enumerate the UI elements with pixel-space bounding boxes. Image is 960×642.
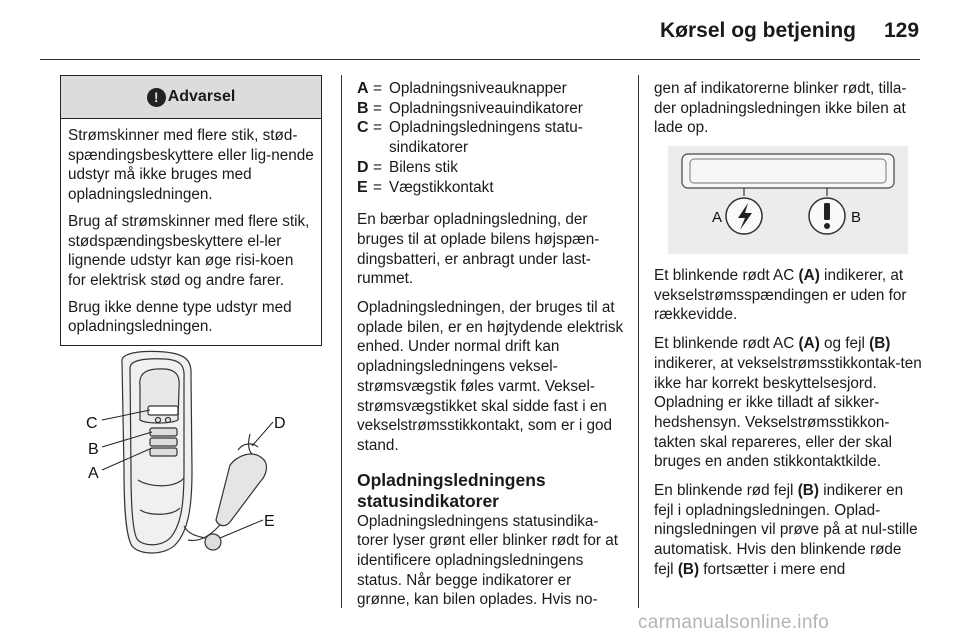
- legend-text: Vægstikkontakt: [389, 178, 494, 196]
- legend-row: [357, 99, 627, 119]
- warning-paragraph: Brug ikke denne type udstyr med opladningsledningen.: [68, 298, 292, 336]
- legend-text: Bilens stik: [389, 158, 458, 176]
- charging-cord-figure: [80, 350, 310, 565]
- legend-sep: =: [373, 119, 382, 137]
- legend-sep: =: [373, 99, 382, 117]
- legend-sep: =: [373, 158, 382, 176]
- warning-box: [60, 75, 322, 346]
- warning-body: [61, 119, 321, 337]
- label-a: A: [88, 465, 99, 482]
- legend-row: [357, 79, 627, 99]
- paragraph: Et blinkende rødt AC (A) indikerer, at vekselstrømsspændingen er uden for rækkevidde.: [654, 267, 907, 324]
- right-column: [654, 79, 922, 147]
- legend-row: [357, 158, 627, 178]
- section-heading: Opladningsledningens statusindikatorer: [357, 469, 546, 511]
- legend-text: Opladningsniveauindikatorer: [389, 99, 583, 117]
- paragraph: Opladningsledningen, der bruges til at oplade bilen, er en højtydende elektrisk enhed. Under normal drift kan opladningsledningens veksel-strømsvægstik føles varmt. Veksel-strømsvægstikket skal sidde fast i en vekselstrømsstikkontakt, som er i god stand.: [357, 299, 624, 454]
- legend-key: E: [357, 178, 368, 196]
- legend-table: [357, 79, 627, 197]
- watermark: carmanualsonline.info: [638, 612, 830, 633]
- paragraph: gen af indikatorerne blinker rødt, tilla-der opladningsledningen ikke bilen at lade op.: [654, 80, 907, 137]
- paragraph: Et blinkende rødt AC (A) og fejl (B) indikerer, at vekselstrømsstikkontak-ten ikke har korrekt beskyttelsesjord. Opladning er ikke tilladt af sikker-hedshensyn. Vekselstrømsstikkon-takten skal repareres, eller der skal bruges en anden stikkontaktkilde.: [654, 335, 922, 471]
- paragraph: En bærbar opladningsledning, der bruges til at oplade bilens højspæn-dingsbatteri, er anbragt under last-rummet.: [357, 211, 600, 288]
- indicator-label-a: A: [712, 209, 723, 226]
- warning-paragraph: Brug af strømskinner med flere stik, stødspændingsbeskyttere el-ler lignende udstyr kan øge risi-koen for elektrisk stød og andre farer.: [68, 212, 310, 289]
- label-e: E: [264, 513, 275, 530]
- indicator-panel-figure: [668, 146, 908, 254]
- legend-key: D: [357, 158, 369, 176]
- warning-header: [61, 76, 321, 119]
- label-c: C: [86, 415, 98, 432]
- warning-icon: !: [147, 88, 166, 107]
- label-d: D: [274, 415, 286, 432]
- section-title: Kørsel og betjening: [660, 19, 857, 42]
- page-number: 129: [884, 19, 920, 42]
- paragraph: En blinkende rød fejl (B) indikerer en fejl i opladningsledningen. Oplad-ningsledningen vil prøve på at nul-stille automatisk. Hvis den blinkende røde fejl (B) fortsætter i mere end: [654, 482, 918, 578]
- legend-row: [357, 118, 627, 157]
- right-column-lower: [654, 266, 922, 589]
- legend-key: B: [357, 99, 369, 117]
- middle-column: [357, 79, 627, 619]
- header-rule: [40, 59, 920, 60]
- paragraph: Opladningsledningens statusindika-torer lyser grønt eller blinker rødt for at identificere opladningsledningens status. Når begge indikatorer er grønne, kan bilen oplades. Hvis no-: [357, 512, 618, 609]
- legend-text: Opladningsniveauknapper: [389, 80, 567, 97]
- legend-sep: =: [373, 80, 382, 97]
- legend-row: [357, 178, 627, 198]
- indicator-label-b: B: [851, 209, 862, 226]
- warning-paragraph: Strømskinner med flere stik, stød-spændingsbeskyttere eller lig-nende udstyr må ikke bruges med opladningsledningen.: [68, 127, 314, 204]
- legend-text: Opladningsledningens statu-sindikatorer: [389, 119, 583, 157]
- column-divider-right: [638, 75, 639, 608]
- label-b: B: [88, 441, 99, 458]
- warning-title: Advarsel: [167, 88, 236, 105]
- legend-sep: =: [373, 178, 382, 196]
- column-divider-left: [341, 75, 342, 608]
- page-header: [0, 0, 960, 62]
- legend-key: C: [357, 119, 369, 137]
- legend-key: A: [357, 80, 369, 97]
